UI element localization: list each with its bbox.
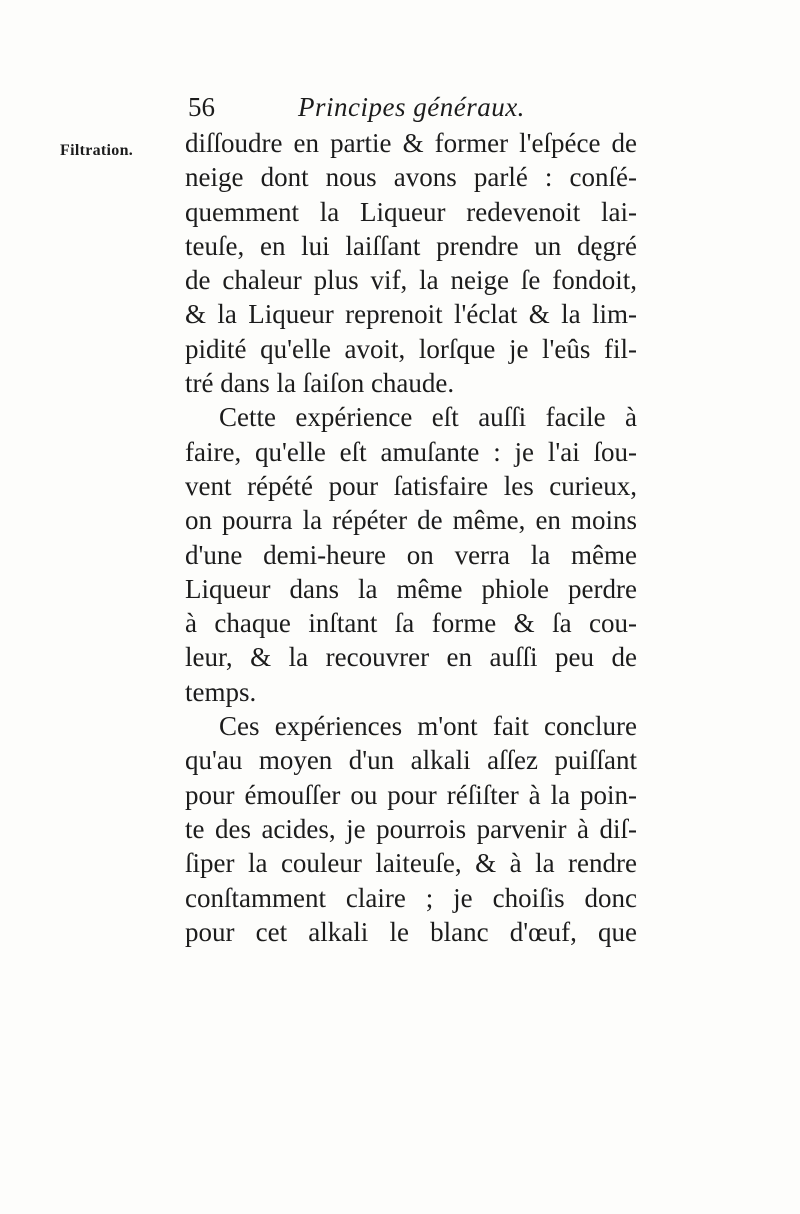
text-line: vent répété pour ſatisfaire les curieux, (185, 470, 637, 501)
text-line: Ces expériences m'ont fait conclure (219, 711, 637, 742)
text-line: Cette expérience eſt auſſi facile à (219, 402, 637, 433)
page-number: 56 (188, 92, 215, 122)
text-line: leur, & la recouvrer en auſſi peu de (185, 642, 637, 673)
body-text (185, 126, 637, 949)
text-line: on pourra la répéter de même, en moins (185, 505, 637, 536)
text-line: teuſe, en lui laiſſant prendre un dęgré (185, 230, 637, 261)
text-line: ſiper la couleur laiteuſe, & à la rendre (185, 848, 637, 879)
text-line: pour cet alkali le blanc d'œuf, que (185, 916, 637, 947)
text-line: de chaleur plus vif, la neige ſe fondoit, (185, 265, 637, 296)
text-line: pidité qu'elle avoit, lorſque je l'eûs fil- (185, 333, 637, 364)
text-line: quemment la Liqueur redevenoit lai- (185, 196, 637, 227)
text-line: pour émouſſer ou pour réſiſter à la poin- (185, 779, 637, 810)
text-line: te des acides, je pourrois parvenir à diſ- (185, 813, 637, 844)
text-line: conſtamment claire ; je choiſis donc (185, 882, 637, 913)
text-line: tré dans la ſaiſon chaude. (185, 368, 455, 399)
text-line: faire, qu'elle eſt amuſante : je l'ai ſou- (185, 436, 637, 467)
text-line: Liqueur dans la même phiole perdre (185, 573, 637, 604)
text-line: temps. (185, 676, 257, 707)
text-line: à chaque inſtant ſa forme & ſa cou- (185, 608, 637, 639)
text-line: d'une demi-heure on verra la même (185, 539, 637, 570)
margin-note: Filtration. (60, 142, 134, 159)
text-line: & la Liqueur reprenoit l'éclat & la lim- (185, 299, 637, 330)
text-line: diſſoudre en partie & former l'eſpéce de (185, 128, 637, 158)
text-line: neige dont nous avons parlé : conſé- (185, 162, 637, 193)
running-title: Principes généraux. (298, 92, 525, 122)
text-line: qu'au moyen d'un alkali aſſez puiſſant (185, 745, 637, 776)
